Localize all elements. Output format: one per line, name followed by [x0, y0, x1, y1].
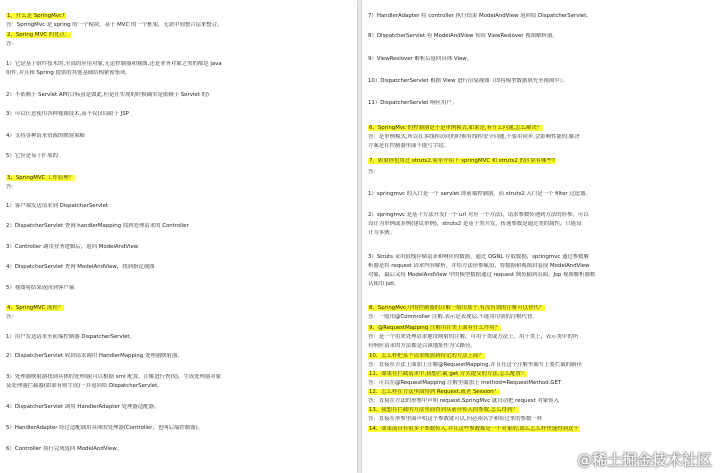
right-text-line	[368, 169, 714, 176]
left-text-line	[6, 264, 351, 271]
right-text-line	[368, 212, 714, 219]
left-line-text: 4）DispatcherServlet 查询 ModelAndView，找到指定视图	[6, 264, 155, 270]
right-line-text: 9、@RequestMapping 注解用在类上面有什么作用？	[369, 325, 501, 331]
left-text-line	[6, 41, 351, 48]
right-text-line	[368, 78, 714, 85]
left-question-heading	[6, 32, 351, 39]
right-line-text: 10）DispatcherServlet 根据 View 进行渲染视图（即将模型数据填充至视图中）。	[368, 78, 568, 84]
right-text-line	[368, 380, 714, 387]
left-line-text: 2）不依赖于 Servlet API(目标虽是如此,但是在实现的时候确实是依赖于 Servlet 的)	[6, 92, 210, 98]
left-text-line	[6, 70, 351, 77]
left-question-heading	[6, 305, 351, 312]
left-text-line	[6, 404, 351, 411]
right-text-line	[368, 56, 714, 63]
left-text-line	[6, 314, 351, 321]
left-text-line	[6, 111, 351, 118]
right-text-line	[368, 100, 714, 107]
left-text-line	[6, 383, 351, 390]
left-line-text: 2）DispatcherServlet 查询 handlerMapping 找到处理请求的 Controller	[6, 223, 189, 229]
left-text-line	[6, 244, 351, 251]
left-text-line	[6, 353, 351, 360]
right-text-line	[368, 254, 714, 261]
left-text-line	[6, 334, 351, 341]
right-text-line	[368, 362, 714, 369]
left-line-text: 1）客户端发送请求到 DispatcherServlet	[6, 203, 108, 209]
right-line-text: 7）HandlerAdapter 将 controller 执行结果 ModelAndView 返回给 DispatcherServlet。	[368, 13, 592, 19]
right-line-text: 6、SpringMvc 的控制器是不是单例模式,如果是,有什么问题,怎么解决？	[369, 125, 543, 131]
left-text-line	[6, 153, 351, 160]
left-line-text: 4）DispatcherServlet 调用 HandlerAdapter 处理器适配器。	[6, 404, 160, 410]
left-text-line	[6, 133, 351, 140]
left-line-text: 答：SpringMvc 是 spring 的一个模块，基于 MVC 的一个框架，无需中间整合层来整合。	[6, 22, 223, 28]
right-text-line	[368, 13, 714, 20]
left-line-text: 4）支持各种请求资源的映射策略	[6, 133, 85, 139]
right-line-text: 计为多例。	[368, 230, 395, 236]
left-line-text: 1）用户发送请求至前端控制器 DispatcherServlet。	[6, 334, 135, 340]
left-line-text: 5）视图将结果返回到客户端	[6, 285, 75, 291]
left-line-text: 3）Controller 调用业务逻辑后，返回 ModelAndView	[6, 244, 139, 250]
right-text-line	[368, 191, 714, 198]
right-text-line	[368, 272, 714, 279]
right-line-text: 8、SpringMvc 中的控制器的注解一般用那个,有没有别的注解可以替代？	[369, 305, 545, 311]
left-text-line	[6, 285, 351, 292]
left-page	[0, 0, 357, 473]
left-line-text: 答：	[6, 314, 17, 320]
right-question-heading	[368, 353, 714, 360]
right-question-heading	[368, 426, 714, 433]
right-page	[362, 0, 720, 473]
left-line-text: 5）它应是易于扩展的	[6, 153, 58, 159]
right-line-text: 设计为单例或多例(建议单例)，struts2 是基于类开发，传递参数是通过类的属性，只能设	[368, 221, 582, 227]
right-text-line	[368, 134, 714, 141]
left-line-text: 2、Spring MVC 的优点：	[7, 32, 71, 38]
left-line-text: 3、SpringMVC 工作原理？	[7, 175, 74, 181]
right-text-line	[368, 281, 714, 288]
left-line-text: 5）HandlerAdapter 经过适配调用具体的处理器(Controller，也叫后端控制器)。	[6, 425, 204, 431]
right-line-text: 答：一般用@Conntroller 注解,表示是表现层,不能用用别的注解代替。	[368, 314, 538, 320]
right-line-text: 答：可以在@RequestMapping 注解里面加上 method=RequestMethod.GET	[368, 380, 562, 386]
right-line-text: 答：是单例模式,所以在多线程访问的时候有线程安全问题,不要用同步,会影响性能的,解决	[368, 134, 580, 140]
left-question-heading	[6, 175, 351, 182]
left-text-line	[6, 92, 351, 99]
right-line-text: 8）DispatcherServlet 将 ModelAndView 传给 ViewReslover 视图解析器。	[368, 33, 558, 39]
right-line-text: 答：直接在方法的形参中声明 request,SpringMvc 就自动把 request 对象传入	[368, 398, 559, 404]
right-text-line	[368, 334, 714, 341]
left-line-text: 答：	[6, 41, 17, 47]
right-text-line	[368, 230, 714, 237]
right-text-line	[368, 221, 714, 228]
right-line-text: 有响应请求的方法都是以该地址作为父路径。	[368, 343, 476, 349]
right-text-line	[368, 314, 714, 321]
left-line-text: 1）它是基于组件技术的,全部的应用对象,无论控制器和视图,还是业务对象之类的都是 java	[6, 61, 222, 67]
left-line-text: 3）可以任意使用各种视图技术,而不仅仅局限于 JSP	[6, 111, 129, 117]
left-text-line	[6, 22, 351, 29]
left-line-text: 组件,并且和 Spring 提供的其他基础结构紧密集成.	[6, 70, 128, 76]
left-question-heading	[6, 13, 351, 20]
right-text-line	[368, 263, 714, 270]
watermark: @稀土掘金技术社区	[576, 451, 712, 469]
left-text-line	[6, 223, 351, 230]
right-text-line	[368, 398, 714, 405]
right-line-text: 11）DispatcherServlet 响应用户。	[368, 100, 458, 106]
right-line-text: 9）ViewReslover 解析后返回具体 View。	[368, 56, 473, 62]
left-text-line	[6, 446, 351, 453]
right-line-text: 答：是一个用来处理请求地址映射的注解，可用于类或方法上。用于类上，表示类中的所	[368, 334, 579, 340]
left-text-line	[6, 61, 351, 68]
left-line-text: 3）处理器映射器找到具体的处理器(可以根据 xml 配置、注解进行查找)，生成处理器对象	[6, 374, 222, 380]
right-line-text: 1）springmvc 的入口是一个 servlet 即前端控制器，而 struts2 入口是一个 filter 过虑器。	[368, 191, 591, 197]
right-line-text: 12、怎么样在方法里面得到 Request,或者 Session？	[369, 389, 499, 395]
left-line-text: 2）DispatcherServlet 收到请求调用 HandlerMapping 处理器映射器。	[6, 353, 183, 359]
left-text-line	[6, 374, 351, 381]
right-line-text: 答：直接在形参里面声明这个参数就可以,但必须名字和传过来的参数一样	[368, 416, 543, 422]
right-question-heading	[368, 407, 714, 414]
right-text-line	[368, 143, 714, 150]
right-line-text: 答：	[368, 169, 379, 175]
right-line-text: 11、如果在拦截请求中,我想拦截 get 方式提交的方法,怎么配置？	[369, 371, 527, 377]
right-question-heading	[368, 125, 714, 132]
right-question-heading	[368, 158, 714, 165]
right-line-text: 3）Struts 采用值栈存储请求和响应的数据，通过 OGNL 存取数据，springmvc 通过参数解	[368, 254, 589, 260]
right-line-text: 认使用 jstl。	[368, 281, 400, 287]
right-line-text: 14、如果前台有很多个参数传入,并且这些参数都是一个对象的,那么怎么样快速得到这个	[369, 426, 579, 432]
right-question-heading	[368, 371, 714, 378]
left-text-line	[6, 203, 351, 210]
right-text-line	[368, 416, 714, 423]
left-line-text: 答：	[6, 184, 17, 190]
left-line-text: 4、SpringMVC 流程？	[7, 305, 64, 311]
right-line-text: 7、如果你也用过 struts2.简单介绍下 springMVC 和 struts2 的区别有哪些?	[369, 158, 555, 164]
right-text-line	[368, 343, 714, 350]
right-line-text: 13、我想在拦截的方法里面得到从前台传入的参数,怎么得到？	[369, 407, 518, 413]
right-line-text: 对象，最后又将 ModelAndView 中的模型数据通过 request 域传输到页面。Jsp 视图解析器默	[368, 272, 596, 278]
right-line-text: 10、怎么样把某个请求映射到特定的方法上面？	[369, 353, 484, 359]
right-line-text: 2）springmvc 是基于方法开发(一个 url 对应一个方法)，请求参数传递到方法的形参，可以	[368, 212, 589, 218]
right-text-line	[368, 33, 714, 40]
left-line-text: 6）Controller 执行完成返回 ModelAndView。	[6, 446, 123, 452]
left-line-text: 1、什么是 SpringMvc?	[7, 13, 65, 19]
right-line-text: 答：直接在方法上面加上注解@RequestMapping,并且在这个注解里面写上要拦截的路径	[368, 362, 582, 368]
right-question-heading	[368, 389, 714, 396]
right-question-heading	[368, 325, 714, 332]
left-text-line	[6, 184, 351, 191]
right-question-heading	[368, 305, 714, 312]
right-line-text: 方案是在控制器里面不能写字段。	[368, 143, 449, 149]
left-text-line	[6, 425, 351, 432]
left-line-text: 及处理器拦截器(如果有则生成)一并返回给 DispatcherServlet。	[6, 383, 163, 389]
right-line-text: 析器是将 request 请求内容解析，并给方法形参赋值，将数据和视图封装成 ModelAndView	[368, 263, 590, 269]
